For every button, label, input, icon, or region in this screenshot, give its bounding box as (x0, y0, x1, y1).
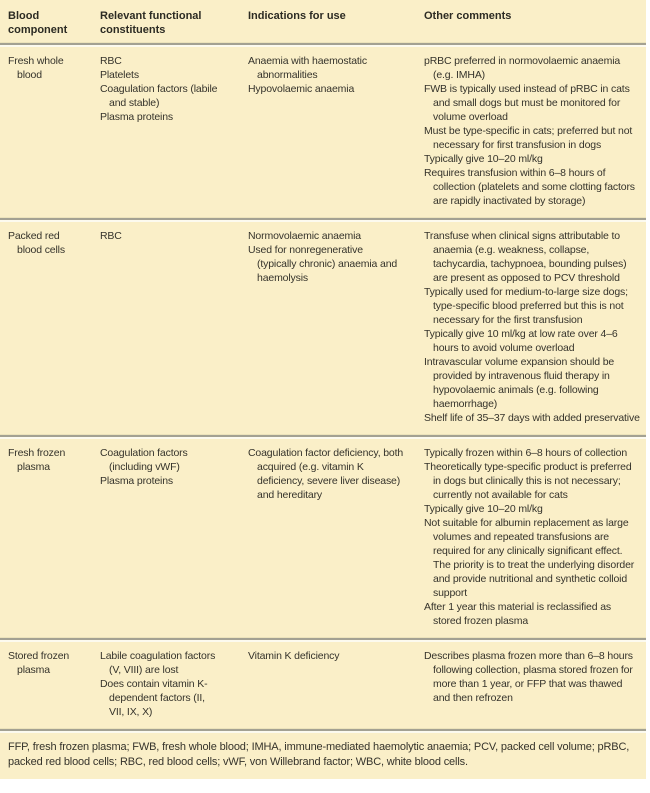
indication-item: Normovolaemic anaemia (248, 230, 361, 242)
cell-comments (416, 446, 646, 628)
header-relevant-functional-constituents: Relevant functional constituents (100, 10, 202, 36)
indication-item: Anaemia with haemostatic abnormalities (248, 55, 367, 81)
cell-blood-component (0, 54, 92, 208)
cell-comments (416, 54, 646, 208)
comment-item: FWB is typically used instead of pRBC in cats and small dogs but must be monitored for volume overload (424, 83, 630, 123)
comment-item: Describes plasma frozen more than 6–8 hours following collection, plasma stored frozen for more than 1 year, or FFP that was thawed and then refrozen (424, 650, 633, 704)
comment-item: Transfuse when clinical signs attributable to anaemia (e.g. weakness, collapse, tachycardia, tachypnoea, bounding pulses) are present as opposed to PCV threshold (424, 230, 627, 284)
cell-constituents (92, 649, 240, 719)
blood-component-name: Fresh whole blood (8, 55, 64, 81)
table-row (0, 643, 646, 728)
cell-indications (240, 229, 416, 425)
table-row (0, 48, 646, 217)
cell-blood-component (0, 446, 92, 628)
header-blood-component: Blood component (8, 10, 68, 36)
indication-item: Used for nonregenerative (typically chronic) anaemia and haemolysis (248, 244, 398, 284)
header-other-comments: Other comments (424, 10, 512, 22)
comment-item: Requires transfusion within 6–8 hours of collection (platelets and some clotting factors are rapidly inactivated by storage) (424, 167, 635, 207)
comment-item: Must be type-specific in cats; preferred but not necessary for first transfusion in dogs (424, 125, 633, 151)
comment-item: Shelf life of 35–37 days with added preservative (424, 412, 640, 424)
comment-item: Typically give 10–20 ml/kg (424, 503, 543, 515)
cell-constituents (92, 54, 240, 208)
cell-constituents (92, 229, 240, 425)
constituent-item: RBC (100, 55, 122, 67)
table-header-row (0, 0, 646, 42)
indication-item: Hypovolaemic anaemia (248, 83, 355, 95)
cell-indications (240, 446, 416, 628)
comment-item: After 1 year this material is reclassified as stored frozen plasma (424, 601, 611, 627)
comment-item: Intravascular volume expansion should be provided by intravenous fluid therapy in hypovolaemic animals (e.g. following haemorrhage) (424, 356, 615, 410)
indication-item: Coagulation factor deficiency, both acquired (e.g. vitamin K deficiency, severe liver disease) and hereditary (248, 447, 404, 501)
comment-item: Typically give 10–20 ml/kg (424, 153, 543, 165)
cell-blood-component (0, 649, 92, 719)
cell-constituents (92, 446, 240, 628)
constituent-item: Coagulation factors (including vWF) (100, 447, 188, 473)
constituent-item: RBC (100, 230, 122, 242)
comment-item: Typically frozen within 6–8 hours of collection (424, 447, 628, 459)
cell-comments (416, 649, 646, 719)
comment-item: Not suitable for albumin replacement as large volumes and repeated transfusions are required for any clinically significant effect. The priority is to treat the underlying disorder and provide nutritional and synthetic colloid support (424, 517, 635, 599)
header-indications-for-use: Indications for use (248, 10, 346, 22)
cell-blood-component (0, 229, 92, 425)
indication-item: Vitamin K deficiency (248, 650, 340, 662)
constituent-item: Labile coagulation factors (V, VIII) are lost (100, 650, 216, 676)
constituent-item: Platelets (100, 69, 139, 81)
table-row (0, 223, 646, 434)
blood-component-name: Stored frozen plasma (8, 650, 70, 676)
constituent-item: Plasma proteins (100, 111, 174, 123)
blood-component-name: Packed red blood cells (8, 230, 65, 256)
cell-comments (416, 229, 646, 425)
table-row (0, 440, 646, 637)
cell-indications (240, 54, 416, 208)
comment-item: Typically used for medium-to-large size dogs; type-specific blood preferred but this is not necessary for the first transfusion (424, 286, 628, 326)
table-footnote: FFP, fresh frozen plasma; FWB, fresh whole blood; IMHA, immune-mediated haemolytic anaemia; PCV, packed cell volume; pRBC, packed red blood cells; RBC, red blood cells; vWF, von Willebrand factor; WBC, white blood cells. (8, 741, 630, 768)
blood-component-name: Fresh frozen plasma (8, 447, 66, 473)
comment-item: Theoretically type-specific product is preferred in dogs but clinically this is not necessary; currently not available for cats (424, 461, 632, 501)
constituent-item: Does contain vitamin K-dependent factors (II, VII, IX, X) (100, 678, 208, 718)
cell-indications (240, 649, 416, 719)
comment-item: Typically give 10 ml/kg at low rate over 4–6 hours to avoid volume overload (424, 328, 618, 354)
constituent-item: Coagulation factors (labile and stable) (100, 83, 218, 109)
constituent-item: Plasma proteins (100, 475, 174, 487)
comment-item: pRBC preferred in normovolaemic anaemia (e.g. IMHA) (424, 55, 621, 81)
table-body (0, 48, 646, 728)
